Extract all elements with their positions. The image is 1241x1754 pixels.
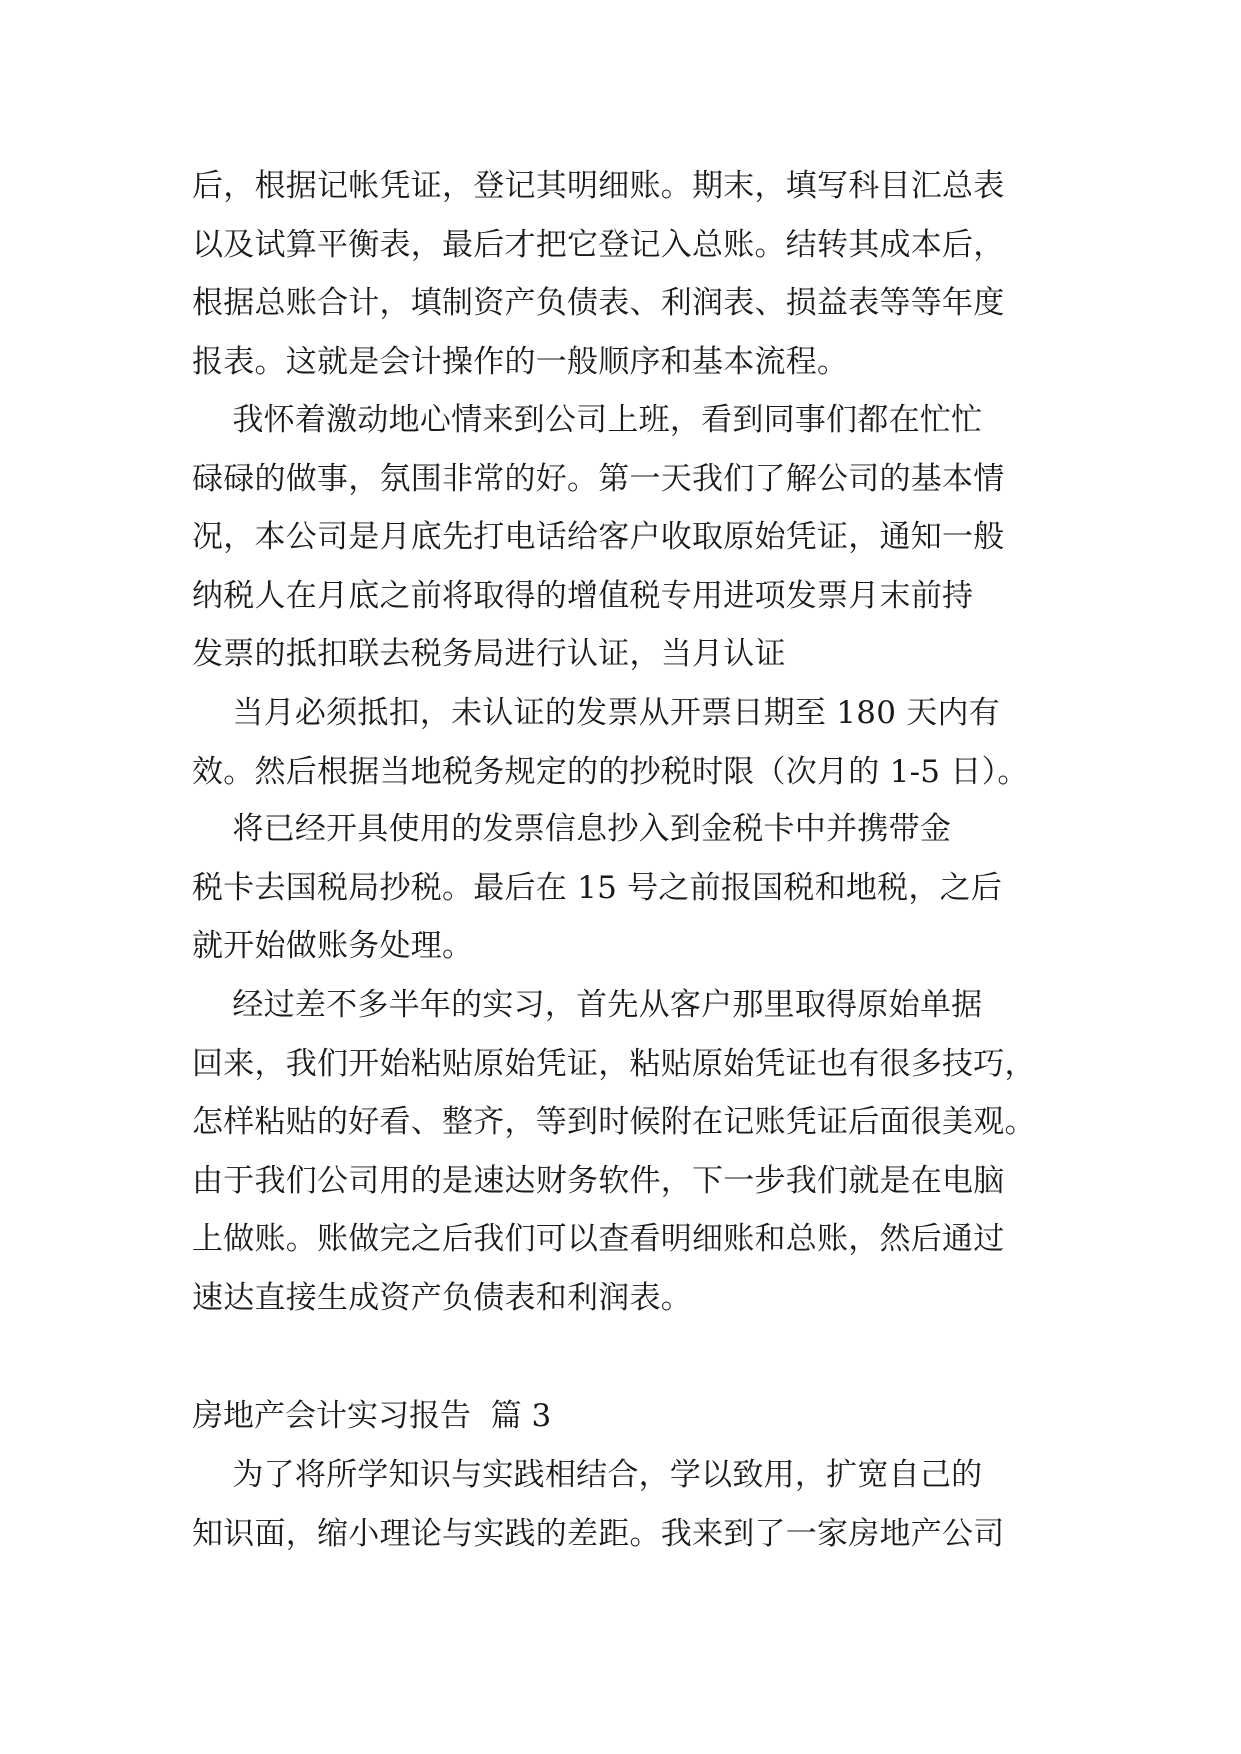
paragraph-4: 将已经开具使用的发票信息抄入到金税卡中并携带金 税卡去国税局抄税。最后在 15 号之前报国税和地税，之后 就开始做账务处理。 <box>192 811 1003 964</box>
paragraph-1: 后，根据记帐凭证，登记其明细账。期末，填写科目汇总表 以及试算平衡表，最后才把它登记入总账。结转其成本后， 根据总账合计，填制资产负债表、利润表、损益表等等年度 报表。这就是会计操作的一般顺序和基本流程。 <box>192 168 1005 380</box>
paragraph-3: 当月必须抵扣，未认证的发票从开票日期至 180 天内有 效。然后根据当地税务规定的的抄税时限（次月的 1-5 日）。 <box>192 695 1029 790</box>
paragraph-5: 经过差不多半年的实习，首先从客户那里取得原始单据 回来，我们开始粘贴原始凭证，粘贴原始凭证也有很多技巧， 怎样粘贴的好看、整齐，等到时候附在记账凭证后面很美观。 由于我们公司用的是速达财务软件，下一步我们就是在电脑 上做账。账做完之后我们可以查看明细账和总账，然后通过 速达直接生成资产负债表和利润表。 <box>192 987 1036 1316</box>
paragraph-6: 为了将所学知识与实践相结合，学以致用，扩宽自己的 知识面，缩小理论与实践的差距。我来到了一家房地产公司 <box>192 1457 1005 1552</box>
paragraph-2: 我怀着激动地心情来到公司上班，看到同事们都在忙忙 碌碌的做事，氛围非常的好。第一天我们了解公司的基本情 况，本公司是月底先打电话给客户收取原始凭证，通知一般 纳税人在月底之前将取得的增值税专用进项发票月末前持 发票的抵扣联去税务局进行认证，当月认证 <box>192 402 1005 672</box>
section-heading: 房地产会计实习报告 篇 3 <box>192 1398 552 1434</box>
